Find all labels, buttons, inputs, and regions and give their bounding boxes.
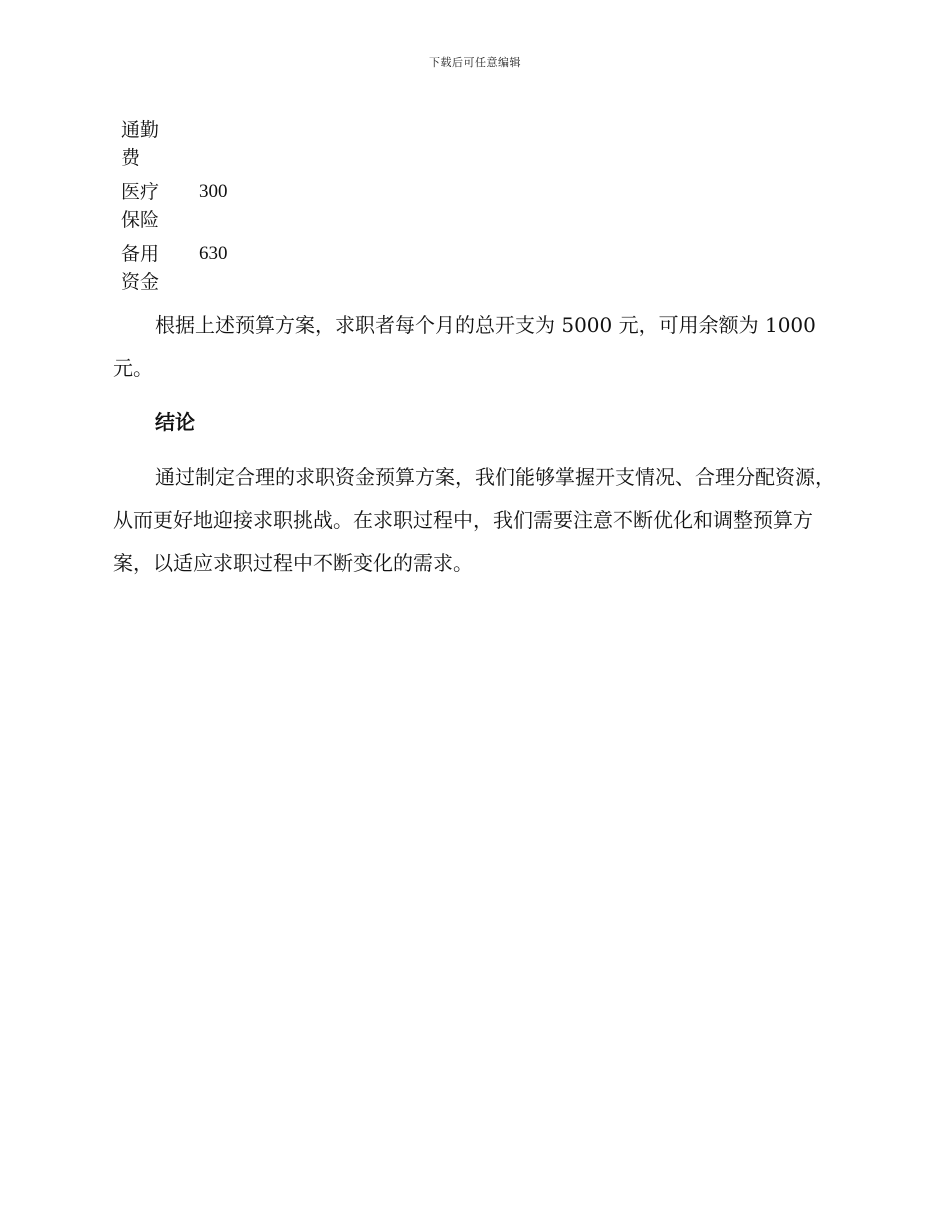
budget-table — [121, 116, 228, 296]
conclusion-heading: 结论 — [155, 410, 195, 434]
table-row — [121, 178, 228, 240]
budget-item-label: 医疗保险 — [121, 181, 160, 231]
budget-item-label: 备用资金 — [121, 243, 160, 293]
budget-item-amount: 630 — [199, 243, 228, 264]
budget-item-amount — [167, 116, 228, 178]
table-row — [121, 116, 228, 178]
budget-item-amount: 300 — [199, 181, 228, 202]
conclusion-paragraph: 通过制定合理的求职资金预算方案，我们能够掌握开支情况、合理分配资源，从而更好地迎接求职挑战。在求职过程中，我们需要注意不断优化和调整预算方案，以适应求职过程中不断变化的需求。 — [113, 465, 835, 575]
summary-paragraph: 根据上述预算方案，求职者每个月的总开支为 5000 元，可用余额为 1000 元。 — [113, 313, 816, 380]
page-header-note: 下载后可任意编辑 — [429, 56, 521, 69]
table-row — [121, 240, 228, 296]
budget-item-label: 通勤费 — [121, 119, 160, 169]
